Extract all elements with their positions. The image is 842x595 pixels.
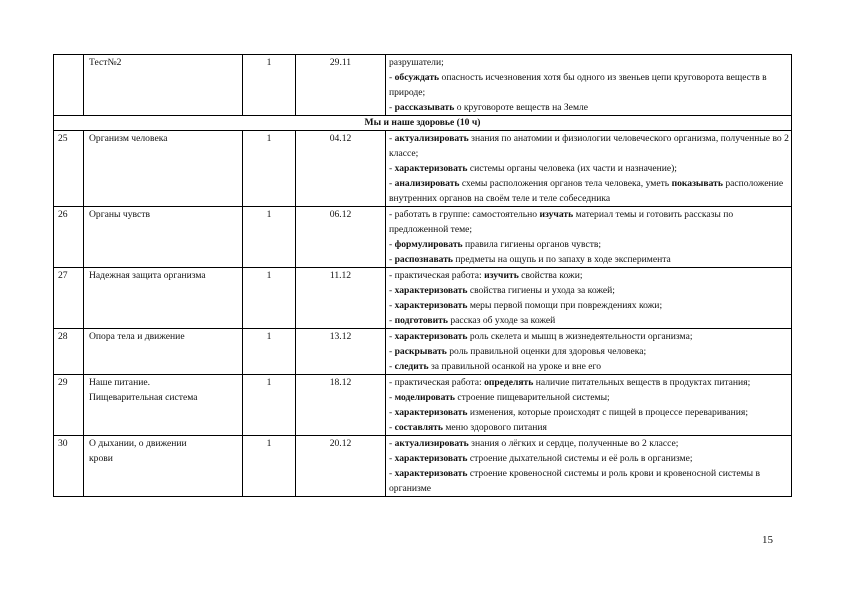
activity-item [389,451,789,466]
activity-text: - практическая работа: [389,270,485,281]
lesson-hours: 1 [243,329,296,375]
activity-item [389,55,789,70]
activity-item [389,131,789,161]
activity-item [389,70,789,100]
lesson-row [54,207,792,268]
lesson-plan-body [54,55,792,497]
activity-item [389,207,789,237]
activity-text: меню здорового питания [442,422,547,433]
lesson-activities [386,375,792,436]
activity-item [389,237,789,252]
activity-text: - [389,102,395,113]
activity-item [389,100,789,115]
activity-text: строение пищеварительной системы; [454,392,610,403]
activity-text: - [389,438,395,449]
activity-keyword: моделировать [394,392,455,403]
activity-keyword: раскрывать [394,346,447,357]
activity-keyword: актуализировать [394,133,469,144]
activity-item [389,405,789,420]
activity-text: опасность исчезновения хотя бы одного из звеньев цепи круговорота веществ в природе; [389,72,767,98]
activity-text: знания по анатомии и физиологии человеческого организма, полученные во 2 классе; [389,133,789,159]
activity-text: - [389,133,395,144]
activity-keyword: распознавать [394,254,454,265]
activity-item [389,176,789,206]
activity-keyword: показывать [671,178,723,189]
topic-line: Тест№2 [89,57,122,68]
lesson-topic [84,268,243,329]
activity-text: рассказ об уходе за кожей [447,315,556,326]
lesson-number: 28 [54,329,84,375]
activity-text: - [389,178,395,189]
lesson-number: 25 [54,131,84,207]
activity-keyword: подготовить [394,315,448,326]
lesson-date: 06.12 [296,207,386,268]
activity-text: правила гигиены органов чувств; [462,239,602,250]
lesson-hours: 1 [243,375,296,436]
lesson-topic [84,375,243,436]
activity-item [389,466,789,496]
activity-item [389,375,789,390]
lesson-activities [386,131,792,207]
activity-text: - [389,407,395,418]
activity-text: свойства гигиены и ухода за кожей; [467,285,615,296]
topic-line: О дыхании, о движении [89,438,187,449]
activity-keyword: следить [394,361,429,372]
activity-text: роль скелета и мышц в жизнедеятельности организма; [467,331,693,342]
lesson-date: 20.12 [296,436,386,497]
activity-keyword: изучать [539,209,574,220]
lesson-date: 04.12 [296,131,386,207]
activity-item [389,359,789,374]
activity-keyword: характеризовать [394,407,468,418]
lesson-number: 30 [54,436,84,497]
lesson-date: 29.11 [296,55,386,116]
lesson-row [54,436,792,497]
activity-text: - [389,453,395,464]
activity-text: изменения, которые происходят с пищей в процессе переваривания; [467,407,748,418]
activity-text: разрушатели; [389,57,444,68]
activity-text: системы органы человека (их части и назначение); [467,163,677,174]
topic-line: Пищеварительная система [89,392,198,403]
activity-text: наличие питательных веществ в продуктах питания; [533,377,751,388]
activity-text: материал темы и готовить рассказы по предложенной теме; [389,209,734,235]
activity-text: роль правильной оценки для здоровья человека; [446,346,647,357]
activity-text: - [389,331,395,342]
activity-text: - [389,163,395,174]
lesson-activities [386,268,792,329]
lesson-number: 26 [54,207,84,268]
activity-text: - практическая работа: [389,377,485,388]
activity-keyword: изучить [484,270,519,281]
activity-keyword: актуализировать [394,438,469,449]
activity-keyword: характеризовать [394,285,468,296]
activity-text: строение кровеносной системы и роль крови и кровеносной системы в организме [389,468,761,494]
lesson-row [54,131,792,207]
activity-keyword: характеризовать [394,468,468,479]
activity-text: - [389,468,395,479]
activity-text: - [389,315,395,326]
lesson-topic [84,55,243,116]
topic-line: Наше питание. [89,377,150,388]
lesson-topic [84,207,243,268]
activity-text: схемы расположения органов тела человека, уметь [459,178,672,189]
lesson-activities [386,436,792,497]
lesson-hours: 1 [243,207,296,268]
activity-text: свойства кожи; [518,270,583,281]
lesson-row [54,375,792,436]
activity-text: за правильной осанкой на уроке и вне его [428,361,602,372]
activity-text: - [389,346,395,357]
activity-text: знания о лёгких и сердце, полученные во 2 классе; [468,438,679,449]
activity-text: - работать в группе: самостоятельно [389,209,540,220]
activity-text: - [389,392,395,403]
activity-keyword: рассказывать [394,102,455,113]
lesson-hours: 1 [243,131,296,207]
activity-text: предметы на ощупь и по запаху в ходе эксперимента [453,254,671,265]
lesson-date: 18.12 [296,375,386,436]
activity-keyword: определять [484,377,534,388]
activity-text: - [389,300,395,311]
activity-item [389,161,789,176]
activity-keyword: обсуждать [394,72,440,83]
lesson-topic [84,436,243,497]
lesson-hours: 1 [243,268,296,329]
activity-item [389,252,789,267]
topic-line: Органы чувств [89,209,150,220]
activity-text: расположение внутренних органов на своём теле и теле собеседника [389,178,784,204]
activity-keyword: характеризовать [394,453,468,464]
activity-text: меры первой помощи при повреждениях кожи; [467,300,663,311]
lesson-number [54,55,84,116]
activity-keyword: формулировать [394,239,463,250]
activity-text: - [389,285,395,296]
lesson-number: 27 [54,268,84,329]
activity-text: - [389,361,395,372]
topic-line: крови [89,453,113,464]
activity-item [389,283,789,298]
activity-keyword: составлять [394,422,443,433]
activity-item [389,390,789,405]
lesson-hours: 1 [243,55,296,116]
activity-keyword: характеризовать [394,331,468,342]
activity-text: - [389,422,395,433]
lesson-hours: 1 [243,436,296,497]
lesson-date: 13.12 [296,329,386,375]
activity-item [389,329,789,344]
page-number: 15 [762,534,773,546]
lesson-plan-table [53,54,792,497]
activity-item [389,313,789,328]
activity-keyword: характеризовать [394,300,468,311]
activity-keyword: анализировать [394,178,460,189]
lesson-activities [386,329,792,375]
activity-text: строение дыхательной системы и её роль в организме; [467,453,693,464]
section-title: Мы и наше здоровье (10 ч) [54,116,792,131]
section-header-row [54,116,792,131]
activity-item [389,344,789,359]
topic-line: Надежная защита организма [89,270,206,281]
lesson-date: 11.12 [296,268,386,329]
topic-line: Организм человека [89,133,168,144]
lesson-row [54,329,792,375]
lesson-row [54,268,792,329]
activity-text: - [389,72,395,83]
lesson-activities [386,207,792,268]
lesson-topic [84,131,243,207]
lesson-activities [386,55,792,116]
activity-text: - [389,239,395,250]
activity-item [389,420,789,435]
lesson-number: 29 [54,375,84,436]
topic-line: Опора тела и движение [89,331,185,342]
activity-keyword: характеризовать [394,163,468,174]
activity-text: о круговороте веществ на Земле [454,102,589,113]
lesson-topic [84,329,243,375]
activity-text: - [389,254,395,265]
activity-item [389,268,789,283]
activity-item [389,436,789,451]
activity-item [389,298,789,313]
lesson-row [54,55,792,116]
